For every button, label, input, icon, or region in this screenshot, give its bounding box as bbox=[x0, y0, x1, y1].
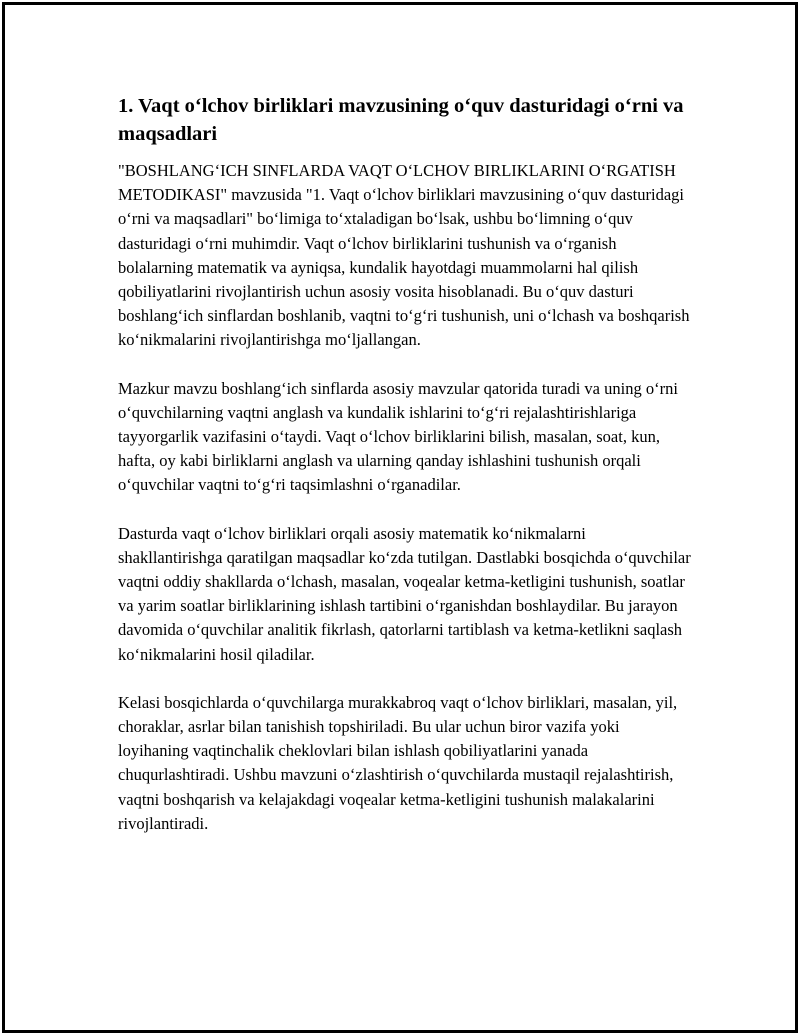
paragraph-3: Dasturda vaqt oʻlchov birliklari orqali asosiy matematik koʻnikmalarni shakllantirishga qaratilgan maqsadlar koʻzda tutilgan. Dastlabki bosqichda oʻquvchilar vaqtni oddiy shakllarda oʻlchash, masalan, voqealar ketma-ketligini tushunish, soatlar va yarim soatlar birliklarining ishlash tartibini oʻrganishdan boshlaydilar. Bu jarayon davomida oʻquvchilar analitik fikrlash, qatorlarni tartiblash va ketma-ketlikni saqlash koʻnikmalarini hosil qiladilar. bbox=[118, 523, 691, 664]
paragraph-1: "BOSHLANGʻICH SINFLARDA VAQT OʻLCHOV BIRLIKLARINI OʻRGATISH METODIKASI" mavzusida "1. Vaqt oʻlchov birliklari mavzusining oʻquv dasturidagi oʻrni va maqsadlari" boʻlimiga toʻxtaladigan boʻlsak, ushbu boʻlimning oʻquv dasturidagi oʻrni muhimdir. Vaqt oʻlchov birliklarini tushunish va oʻrganish bolalarning matematik va ayniqsa, kundalik hayotdagi muammolarni hal qilish qobiliyatlarini rivojlantirish uchun asosiy vosita hisoblanadi. Bu oʻquv dasturi boshlangʻich sinflardan boshlanib, vaqtni toʻgʻri tushunish, uni oʻlchash va boshqarish koʻnikmalarini rivojlantirishga moʻljallangan. bbox=[118, 161, 690, 350]
paragraph-2: Mazkur mavzu boshlangʻich sinflarda asosiy mavzular qatorida turadi va uning oʻrni oʻquvchilarning vaqtni anglash va kundalik ishlarini toʻgʻri rejalashtirishlariga tayyorgarlik vazifasini oʻtaydi. Vaqt oʻlchov birliklarini bilish, masalan, soat, kun, hafta, oy kabi birliklarni anglash va ularning qanday ishlashini tushunish orqali oʻquvchilar vaqtni toʻgʻri taqsimlashni oʻrganadilar. bbox=[118, 378, 678, 495]
paragraph-4: Kelasi bosqichlarda oʻquvchilarga murakkabroq vaqt oʻlchov birliklari, masalan, yil, choraklar, asrlar bilan tanishish topshiriladi. Bu ular uchun biror vazifa yoki loyihaning vaqtinchalik cheklovlari bilan ishlash qobiliyatlarini yanada chuqurlashtiradi. Ushbu mavzuni oʻzlashtirish oʻquvchilarda mustaqil rejalashtirish, vaqtni boshqarish va kelajakdagi voqealar ketma-ketligini tushunish malakalarini rivojlantiradi. bbox=[118, 692, 678, 833]
document-body bbox=[118, 92, 693, 860]
section-heading: 1. Vaqt oʻlchov birliklari mavzusining oʻquv dasturidagi oʻrni va maqsadlari bbox=[118, 95, 684, 145]
